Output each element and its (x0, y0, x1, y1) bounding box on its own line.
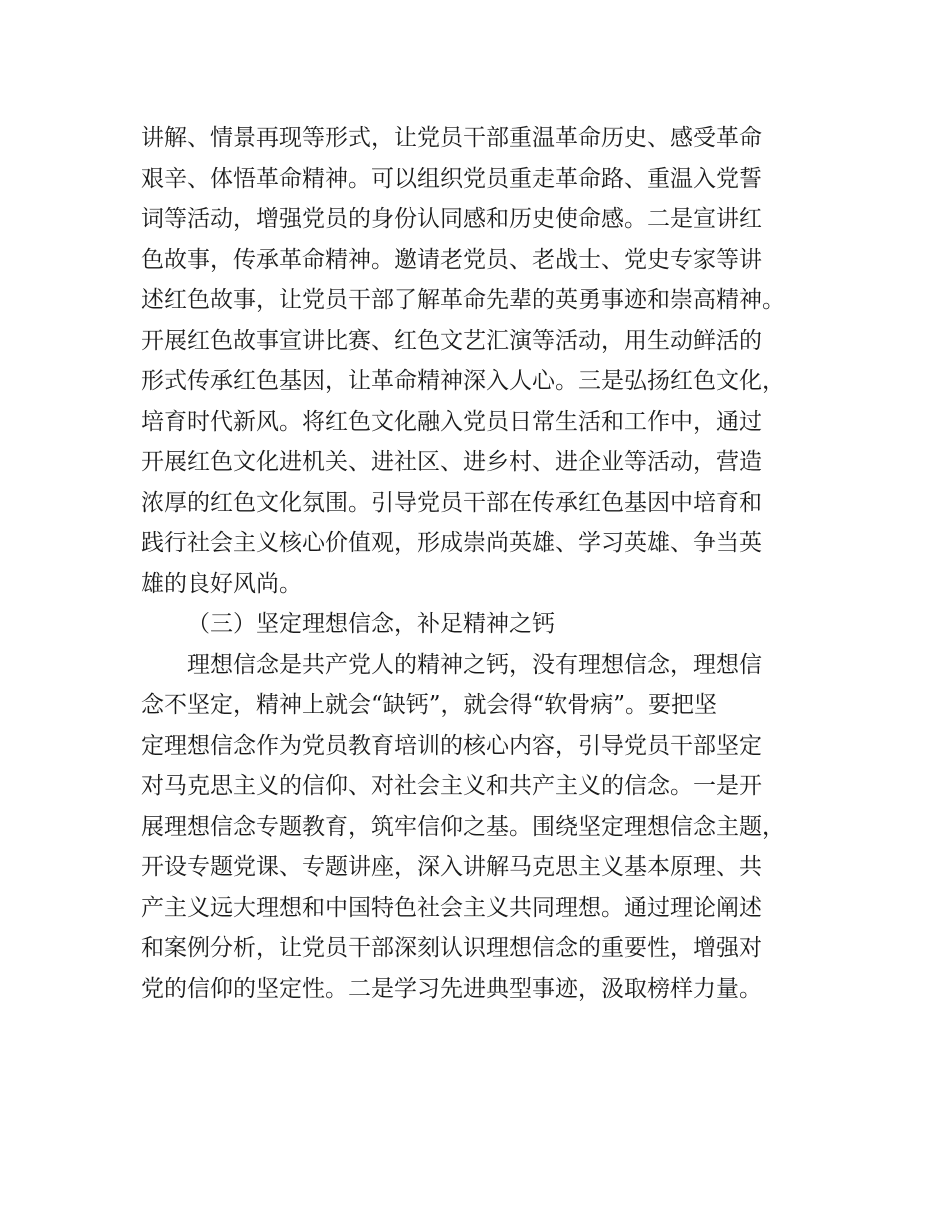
paragraph-ideals-beliefs (141, 645, 821, 1010)
text-line: 践行社会主义核心价值观，形成崇尚英雄、学习英雄、争当英 (141, 530, 762, 556)
paragraph-red-culture (141, 118, 821, 604)
text-line: 雄的良好风尚。 (141, 570, 302, 597)
text-line: 理想信念是共产党人的精神之钙，没有理想信念，理想信 (187, 651, 762, 678)
text-line: 培育时代新风。将红色文化融入党员日常生活和工作中，通过 (141, 408, 762, 435)
text-line: 产主义远大理想和中国特色社会主义共同理想。通过理论阐述 (141, 894, 762, 921)
text-line: 对马克思主义的信仰、对社会主义和共产主义的信念。一是开 (141, 773, 762, 799)
section-heading: （三）坚定理想信念，补足精神之钙 (187, 611, 555, 637)
text-line: 讲解、情景再现等形式，让党员干部重温革命历史、感受革命 (141, 125, 762, 151)
text-line: 开设专题党课、专题讲座，深入讲解马克思主义基本原理、共 (141, 854, 762, 880)
text-line: 展理想信念专题教育，筑牢信仰之基。围绕坚定理想信念主题， (141, 813, 785, 840)
text-line: 述红色故事，让党员干部了解革命先辈的英勇事迹和崇高精神。 (141, 287, 785, 313)
text-line: 和案例分析，让党员干部深刻认识理想信念的重要性，增强对 (141, 935, 762, 961)
text-line: 开展红色文化进机关、进社区、进乡村、进企业等活动，营造 (141, 449, 762, 475)
document-body (141, 118, 821, 1009)
text-line: 色故事，传承革命精神。邀请老党员、老战士、党史专家等讲 (141, 246, 762, 273)
text-line: 开展红色故事宣讲比赛、红色文艺汇演等活动，用生动鲜活的 (141, 327, 762, 354)
text-line: 念不坚定，精神上就会“缺钙”，就会得“软骨病”。要把坚 (141, 692, 718, 718)
text-line: 形式传承红色基因，让革命精神深入人心。三是弘扬红色文化， (141, 368, 785, 394)
text-line: 浓厚的红色文化氛围。引导党员干部在传承红色基因中培育和 (141, 489, 762, 516)
text-line: 词等活动，增强党员的身份认同感和历史使命感。二是宣讲红 (141, 206, 762, 232)
text-line: 定理想信念作为党员教育培训的核心内容，引导党员干部坚定 (141, 732, 762, 759)
text-line: 党的信仰的坚定性。二是学习先进典型事迹，汲取榜样力量。 (141, 975, 762, 1002)
text-line: 艰辛、体悟革命精神。可以组织党员重走革命路、重温入党誓 (141, 165, 762, 192)
